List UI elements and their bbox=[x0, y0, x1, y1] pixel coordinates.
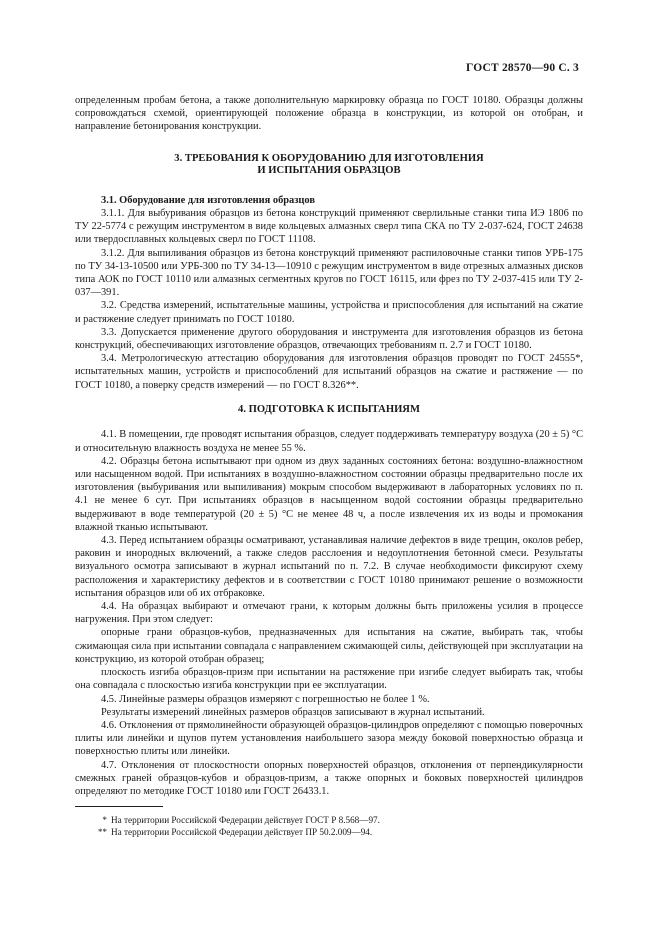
paragraph-4-3: 4.3. Перед испытанием образцы осматривают, устанавливая наличие дефектов в виде трещин, околов ребер, раковин и инородных включений, а также следов расслоения и недоуплотнения бетонной смеси. Результаты визуального осмотра записывают в журнал испытаний по п. 7.2. В случае необходимости фиксируют схему расположения и характеристику дефектов и в соответствии с ГОСТ 10180 принимают решение о возможности испытания образцов или об их отбраковке. bbox=[75, 535, 583, 599]
footnote-1-mark: * bbox=[102, 815, 107, 826]
footnote-1-text: На территории Российской Федерации действует ГОСТ Р 8.568—97. bbox=[111, 815, 380, 826]
paragraph-4-5: 4.5. Линейные размеры образцов измеряют с погрешностью не более 1 %. bbox=[101, 693, 430, 705]
footnote-divider bbox=[75, 806, 163, 807]
paragraph-4-2: 4.2. Образцы бетона испытывают при одном из двух заданных состояниях бетона: воздушно-влажностном или насыщенном водой. При испытаниях в воздушно-влажностном состоянии образцы предварительно после их изготовления (выбуривания или выпиливания) мокрым способом выдерживают в лабораторных условиях по п. 4.1 не менее 6 сут. При испытаниях образцов в насыщенном водой состоянии образцы предварительно выдерживают в воде температурой (20 ± 5) °С не менее 48 ч, а после извлечения их из воды и промокания влажной тканью испытывают. bbox=[75, 455, 583, 533]
paragraph-3-1-1: 3.1.1. Для выбуривания образцов из бетона конструкций применяют сверлильные станки типа ИЭ 1806 по ТУ 22-5774 с режущим инструментом в виде кольцевых алмазных сверл типа СКА по ТУ 2-037-624, ГОСТ 24638 или твердосплавных кольцевых сверл по ГОСТ 11108. bbox=[75, 208, 583, 246]
paragraph-4-1: 4.1. В помещении, где проводят испытания образцов, следует поддерживать температуру воздуха (20 ± 5) °С и относительную влажность воздуха не менее 55 %. bbox=[75, 429, 583, 454]
section-3-title-line-2: И ИСПЫТАНИЯ ОБРАЗЦОВ bbox=[257, 165, 401, 177]
section-3-title-line-1: 3. ТРЕБОВАНИЯ К ОБОРУДОВАНИЮ ДЛЯ ИЗГОТОВЛЕНИЯ bbox=[174, 152, 484, 164]
paragraph-3-1-2: 3.1.2. Для выпиливания образцов из бетона конструкций применяют распиловочные станки типов УРБ-175 по ТУ 34-13-10500 или УРБ-300 по ТУ 34-13—10910 с режущим инструментом в виде отрезных алмазных дисков типа АОК по ГОСТ 10110 или алмазных сегментных кругов по ГОСТ 16115, или фрез по ТУ 2-037-415 или ТУ 2-037—391. bbox=[75, 247, 583, 299]
paragraph-3-4: 3.4. Метрологическую аттестацию оборудования для изготовления образцов проводят по ГОСТ 24555*, испытательных машин, устройств и приспособлений для испытаний образцов на сжатие и растяжение — по ГОСТ 10180, а поверку средств измерений — по ГОСТ 8.326**. bbox=[75, 353, 583, 391]
paragraph-4-5-results: Результаты измерений линейных размеров образцов записывают в журнал испытаний. bbox=[101, 706, 485, 718]
paragraph-3-2: 3.2. Средства измерений, испытательные машины, устройства и приспособления для испытаний на сжатие и растяжение следует принимать по ГОСТ 10180. bbox=[75, 300, 583, 325]
footnote-2-mark: ** bbox=[97, 826, 107, 837]
footnote-2 bbox=[75, 827, 583, 839]
footnote-1 bbox=[75, 815, 583, 827]
paragraph-4-4-item-2: плоскость изгиба образцов-призм при испытании на растяжение при изгибе следует выбирать так, чтобы она совпадала с плоскостью изгиба конструкции при ее эксплуатации. bbox=[75, 667, 583, 692]
section-4-title: 4. ПОДГОТОВКА К ИСПЫТАНИЯМ bbox=[238, 403, 420, 415]
footnote-2-text: На территории Российской Федерации действует ПР 50.2.009—94. bbox=[111, 826, 373, 837]
page-content bbox=[75, 94, 583, 838]
paragraph-4-4-item-1: опорные грани образцов-кубов, предназначенных для испытания на сжатие, выбирать так, чтобы сжимающая сила при испытании совпадала с направлением сжимающей силы, действующей при эксплуатации на конструкцию, из которой отобран образец; bbox=[75, 627, 583, 665]
paragraph-4-6: 4.6. Отклонения от прямолинейности образующей образцов-цилиндров определяют с помощью поверочных плиты или линейки и щупов путем установления наибольшего зазора между боковой поверхностью образца и поверхностью плиты или линейки. bbox=[75, 719, 583, 758]
paragraph-3-3: 3.3. Допускается применение другого оборудования и инструмента для изготовления образцов из бетона конструкций, обеспечивающих изготовление образцов, отвечающих требованиям п. 2.7 и ГОСТ 10180. bbox=[75, 326, 583, 352]
subsection-3-1-heading: 3.1. Оборудование для изготовления образцов bbox=[101, 194, 315, 206]
paragraph-4-4: 4.4. На образцах выбирают и отмечают грани, к которым должны быть приложены усилия в процессе нагружения. При этом следует: bbox=[75, 601, 583, 626]
page-header: ГОСТ 28570—90 С. 3 bbox=[466, 62, 579, 74]
paragraph-4-7: 4.7. Отклонения от плоскостности опорных поверхностей образцов, отклонения от перпендикулярности смежных граней образцов-кубов и образцов-призм, а также опорных и боковых поверхностей цилиндров определяют по методике ГОСТ 10180 или ГОСТ 26433.1. bbox=[75, 759, 583, 797]
intro-paragraph: определенным пробам бетона, а также дополнительную маркировку образца по ГОСТ 10180. Образцы должны сопровождаться схемой, ориентирующей положение образца в конструкции, из которой он отобран, и направление бетонирования конструкции. bbox=[75, 95, 583, 133]
